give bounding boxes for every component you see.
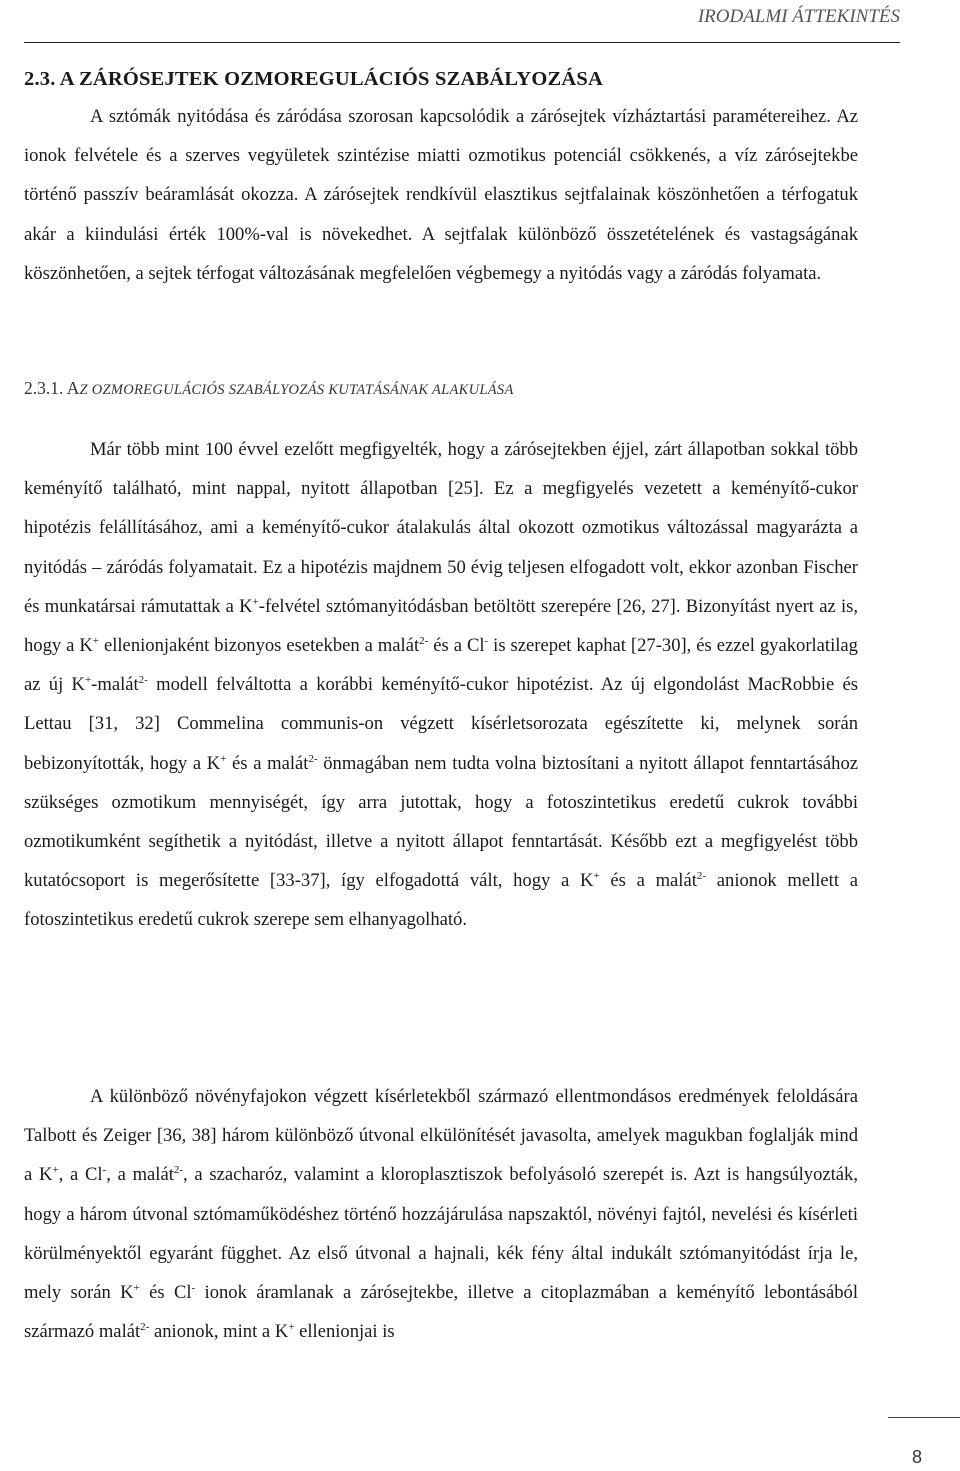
text-run: és a Cl <box>428 635 485 657</box>
superscript: + <box>92 635 100 648</box>
footer-rule <box>888 1417 960 1418</box>
superscript: 2- <box>308 752 318 765</box>
header-title: IRODALMI ÁTTEKINTÉS <box>697 6 900 27</box>
page-number: 8 <box>912 1447 923 1467</box>
subsection-heading: Z OZMOREGULÁCIÓS SZABÁLYOZÁS KUTATÁSÁNAK ALAKULÁSA <box>79 382 514 398</box>
text-run: A különböző növényfajokon végzett kísérletekből származó ellentmondásos eredmények feloldására Talbott és Zeiger [36, 38] három különböző útvonal elkülönítését javasolta, amelyek magukban foglalják mind a K <box>24 1086 858 1186</box>
superscript: + <box>252 595 259 608</box>
text-run: ionok áramlanak a zárósejtekbe, illetve a citoplazmában a keményítő lebontásából származó malát <box>24 1282 858 1343</box>
text-run: ellenionjai is <box>294 1321 395 1343</box>
subsection-title <box>24 378 514 399</box>
superscript: 2- <box>696 870 707 883</box>
superscript: + <box>84 674 92 687</box>
text-run: és a malát <box>599 870 697 892</box>
superscript: - <box>191 1282 196 1295</box>
paragraph-3 <box>24 1077 858 1351</box>
text-run: anionok mellett a fotoszintetikus eredetű cukrok szerepe sem elhanyagolható. <box>24 870 858 931</box>
section-title: 2.3. A ZÁRÓSEJTEK OZMOREGULÁCIÓS SZABÁLYOZÁSA <box>24 68 603 90</box>
paragraph-1 <box>24 97 858 293</box>
text-run: ellenionjaként bizonyos esetekben a malát <box>99 635 420 657</box>
superscript: + <box>288 1321 295 1334</box>
superscript: + <box>593 870 600 883</box>
subsection-number: 2.3.1. A <box>24 378 80 398</box>
superscript: 2- <box>173 1164 184 1177</box>
superscript: + <box>133 1282 140 1295</box>
text-run: és Cl <box>139 1282 192 1304</box>
text-run: Már több mint 100 évvel ezelőtt megfigyelték, hogy a zárósejtekben éjjel, zárt állapotban sokkal több keményítő található, mint nappal, nyitott állapotban [25]. Ez a megfigyelés vezetett a keményítő-cukor hipotézis felállításához, ami a keményítő-cukor átalakulás által okozott ozmotikus változással magyarázta a nyitódás – záródás folyamatait. Ez a hipotézis majdnem 50 évig teljesen elfogadott volt, ekkor azonban Fischer és munkatársai rámutattak a K <box>24 439 858 617</box>
superscript: 2- <box>140 1321 150 1334</box>
text-run: anionok, mint a K <box>149 1321 289 1343</box>
running-header <box>24 0 900 43</box>
superscript: 2- <box>419 635 429 648</box>
superscript: - <box>484 635 489 648</box>
text-run: , a szacharóz, valamint a kloroplasztiszok befolyásoló szerepét is. Azt is hangsúlyozták, hogy a három útvonal sztómaműködéshez történő hozzájárulása napszaktól, növényi fajtól, nevelési és kísérleti körülményektől egyaránt függhet. Az első útvonal a hajnali, kék fény által indukált sztómanyitódást írja le, mely során K <box>24 1164 858 1304</box>
text-run: -malát <box>91 674 139 696</box>
paragraph-1-text: A sztómák nyitódása és záródása szorosan kapcsolódik a zárósejtek vízháztartási paramétereihez. Az ionok felvétele és a szerves vegyületek szintézise miatti ozmotikus potenciál csökkenés, a víz zárósejtekbe történő passzív beáramlását okozza. A zárósejtek rendkívül elasztikus sejtfalainak köszönhetően a térfogatuk akár a kiindulási érték 100%-val is növekedhet. A sejtfalak különböző összetételének és vastagságának köszönhetően, a sejtek térfogat változásának megfelelően végbemegy a nyitódás vagy a záródás folyamata. <box>24 106 858 284</box>
text-run: , a malát <box>106 1164 174 1186</box>
text-run: -felvétel sztómanyitódásban betöltött szerepére [26, 27]. Bizonyítást nyert az is, hogy a K <box>24 595 858 657</box>
superscript: 2- <box>138 674 148 687</box>
text-run: és a malát <box>226 752 309 774</box>
text-run: is szerepet kaphat [27-30], és ezzel gyakorlatilag az új K <box>24 635 858 696</box>
text-run: önmagában nem tudta volna biztosítani a nyitott állapot fenntartásához szükséges ozmotikum mennyiségét, így arra jutottak, hogy a fotoszintetikus eredetű cukrok további ozmotikumként segíthetik a nyitódást, illetve a nyitott állapot fenntartását. Később ezt a megfigyelést több kutatócsoport is megerősítette [33-37], így elfogadottá vált, hogy a K <box>24 752 858 892</box>
superscript: - <box>102 1164 107 1177</box>
text-run: modell felváltotta a korábbi keményítő-cukor hipotézist. Az új elgondolást MacRobbie és Lettau [31, 32] Commelina communis-on végzett kísérletsorozata egészítette ki, melynek során bebizonyították, hogy a K <box>24 674 858 774</box>
superscript: + <box>220 752 227 765</box>
text-run: , a Cl <box>58 1164 103 1186</box>
superscript: + <box>52 1164 59 1177</box>
paragraph-2 <box>24 430 858 940</box>
